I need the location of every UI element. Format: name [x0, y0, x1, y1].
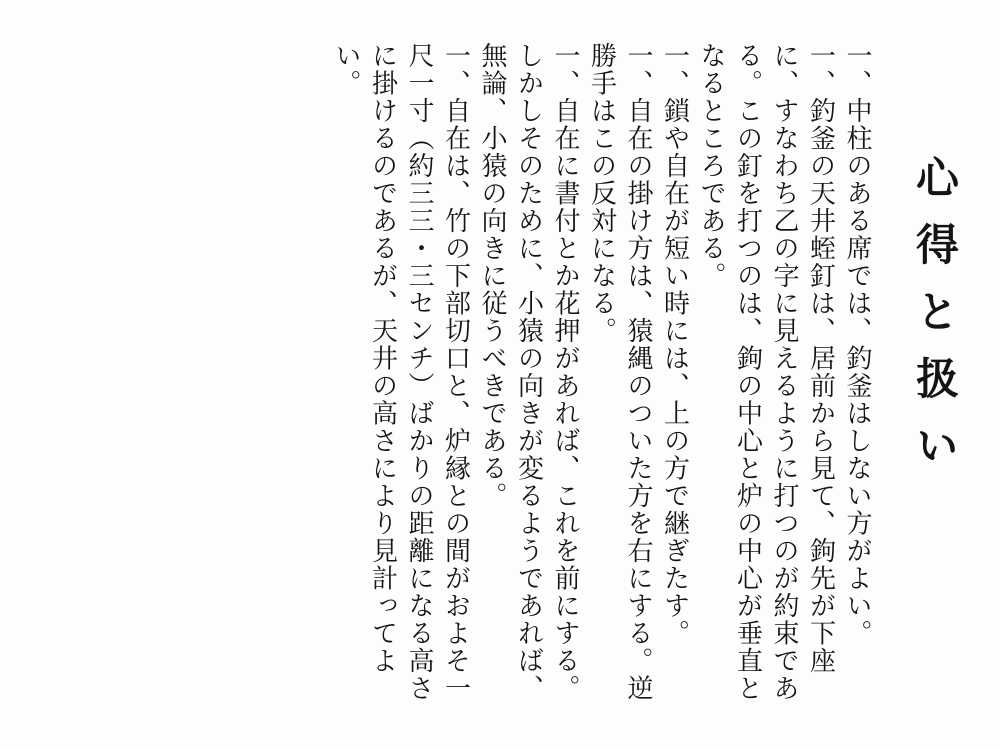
rule-item: 一、釣釜の天井蛭釘は、居前から見て、鉤先が下座に、すなわち乙の字に見えるように打つのが約束である。この釘を打つのは、鉤の中心と炉の中心が垂直となるところである。: [696, 42, 836, 702]
rule-item: 一、自在は、竹の下部切口と、炉縁との間がおよそ一尺一寸（約三三・三センチ）ばかりの距離になる高さに掛けるのであるが、天井の高さにより見計ってよい。: [331, 42, 471, 702]
rule-item: 一、自在に書付とか花押があれば、これを前にする。しかしそのために、小猿の向きが変るようであれば、無論、小猿の向きに従うべきである。: [477, 42, 580, 702]
page-title: 心得と扱い: [909, 155, 959, 490]
rule-item: 一、中柱のある席では、釣釜はしない方がよい。: [842, 42, 872, 647]
body-text: [328, 42, 876, 722]
rule-item: 一、自在の掛け方は、猿縄のついた方を右にする。逆勝手はこの反対になる。: [586, 42, 653, 702]
rule-item: 一、鎖や自在が短い時には、上の方で継ぎたす。: [659, 42, 690, 647]
